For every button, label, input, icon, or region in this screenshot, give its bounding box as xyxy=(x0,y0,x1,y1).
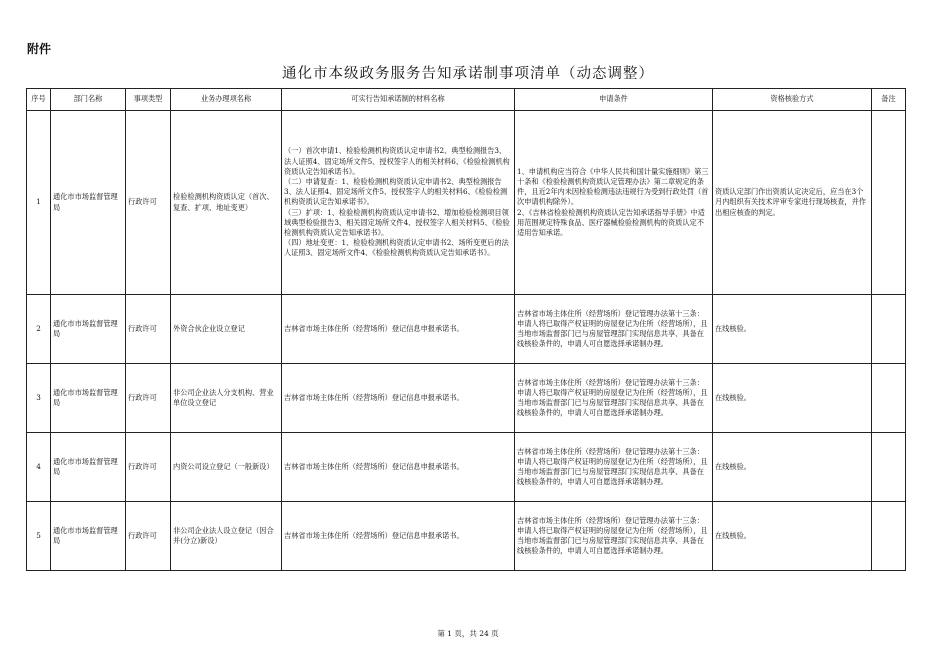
cell-materials: 吉林省市场主体住所（经营场所）登记信息申报承诺书。 xyxy=(282,502,515,571)
cell-no: 2 xyxy=(27,295,51,364)
attachment-label: 附件 xyxy=(27,42,52,56)
col-header-type: 事项类型 xyxy=(126,89,171,111)
cell-materials: （一）首次申请1、检验检测机构资质认定申请书2、典型检测报告3、法人证照4、固定场所文件5、授权签字人的相关材料6、《检验检测机构资质认定告知承诺书》。 （二）申请复查：1、检验检测机构资质认定申请书2、典型检测报告3、法人证照4、固定场所文件5、授权签字人的相关材料6、《检验检测机构资质认定告知承诺书》。 （三）扩项：1、检验检测机构资质认定申请书2、增加检验检测项目领域典型检验报告3、相关固定场所文件4、授权签字人相关材料5、《检验检测机构资质认定告知承诺书》。 （四）地址变更：1、检验检测机构资质认定申请书2、场所变更后的法人证照3、固定场所文件4、《检验检测机构资质认定告知承诺书》。 xyxy=(282,111,515,295)
col-header-materials: 可实行告知承诺制的材料名称 xyxy=(282,89,515,111)
cell-no: 4 xyxy=(27,433,51,502)
table-row xyxy=(27,364,906,433)
cell-remark xyxy=(872,111,906,295)
col-header-dept: 部门名称 xyxy=(51,89,126,111)
page-footer: 第 1 页，共 24 页 xyxy=(437,629,499,638)
col-header-conditions: 申请条件 xyxy=(515,89,713,111)
cell-item: 外资合伙企业设立登记 xyxy=(171,295,282,364)
cell-conditions: 1、申请机构应当符合《中华人民共和国计量实施细则》第三十条和《检验检测机构资质认定管理办法》第二章规定的条件，且近2年内未因检验检测违法违规行为受到行政处罚（首次申请机构除外）。 2、《吉林省检验检测机构资质认定告知承诺指导手册》中适用范围规定特殊食品、医疗器械检验检测机构的资质认定不适用告知承诺。 xyxy=(515,111,713,295)
cell-conditions: 吉林省市场主体住所（经营场所）登记管理办法第十三条：申请人将已取得产权证明的房屋登记为住所（经营场所），且当地市场监督部门已与房屋管理部门实现信息共享、具备在线核验条件的，申请人可自愿选择承诺制办理。 xyxy=(515,364,713,433)
cell-item: 非公司企业法人设立登记（因合并(分立)新设） xyxy=(171,502,282,571)
cell-no: 1 xyxy=(27,111,51,295)
cell-conditions: 吉林省市场主体住所（经营场所）登记管理办法第十三条：申请人将已取得产权证明的房屋登记为住所（经营场所），且当地市场监督部门已与房屋管理部门实现信息共享、具备在线核验条件的，申请人可自愿选择承诺制办理。 xyxy=(515,433,713,502)
cell-verify: 在线核验。 xyxy=(713,433,872,502)
cell-dept: 通化市市场监督管理局 xyxy=(51,502,126,571)
col-header-verify: 资格核验方式 xyxy=(713,89,872,111)
cell-type: 行政许可 xyxy=(126,433,171,502)
cell-remark xyxy=(872,433,906,502)
cell-item: 检验检测机构资质认定（首次、复查、扩项、地址变更） xyxy=(171,111,282,295)
cell-dept: 通化市市场监督管理局 xyxy=(51,433,126,502)
cell-verify: 资质认定部门作出资质认定决定后，应当在3个月内组织有关技术评审专家进行现场核查，并作出相应核查的判定。 xyxy=(713,111,872,295)
document-title: 通化市本级政务服务告知承诺制事项清单（动态调整） xyxy=(282,66,654,82)
cell-dept: 通化市市场监督管理局 xyxy=(51,295,126,364)
table-row xyxy=(27,433,906,502)
col-header-no: 序号 xyxy=(27,89,51,111)
table-row xyxy=(27,502,906,571)
table-row xyxy=(27,111,906,295)
cell-no: 3 xyxy=(27,364,51,433)
cell-dept: 通化市市场监督管理局 xyxy=(51,111,126,295)
cell-verify: 在线核验。 xyxy=(713,502,872,571)
cell-remark xyxy=(872,295,906,364)
col-header-item: 业务办理项名称 xyxy=(171,89,282,111)
cell-materials: 吉林省市场主体住所（经营场所）登记信息申报承诺书。 xyxy=(282,295,515,364)
cell-verify: 在线核验。 xyxy=(713,364,872,433)
cell-dept: 通化市市场监督管理局 xyxy=(51,364,126,433)
cell-item: 内资公司设立登记（一般新设） xyxy=(171,433,282,502)
cell-type: 行政许可 xyxy=(126,295,171,364)
cell-type: 行政许可 xyxy=(126,364,171,433)
cell-verify: 在线核验。 xyxy=(713,295,872,364)
table-header-row xyxy=(27,89,906,111)
cell-type: 行政许可 xyxy=(126,502,171,571)
cell-type: 行政许可 xyxy=(126,111,171,295)
cell-materials: 吉林省市场主体住所（经营场所）登记信息申报承诺书。 xyxy=(282,364,515,433)
cell-conditions: 吉林省市场主体住所（经营场所）登记管理办法第十三条：申请人将已取得产权证明的房屋登记为住所（经营场所），且当地市场监督部门已与房屋管理部门实现信息共享、具备在线核验条件的，申请人可自愿选择承诺制办理。 xyxy=(515,502,713,571)
col-header-remark: 备注 xyxy=(872,89,906,111)
cell-remark xyxy=(872,502,906,571)
cell-no: 5 xyxy=(27,502,51,571)
cell-item: 非公司企业法人分支机构、营业单位设立登记 xyxy=(171,364,282,433)
table-row xyxy=(27,295,906,364)
cell-remark xyxy=(872,364,906,433)
cell-conditions: 吉林省市场主体住所（经营场所）登记管理办法第十三条：申请人将已取得产权证明的房屋登记为住所（经营场所），且当地市场监督部门已与房屋管理部门实现信息共享、具备在线核验条件的，申请人可自愿选择承诺制办理。 xyxy=(515,295,713,364)
cell-materials: 吉林省市场主体住所（经营场所）登记信息申报承诺书。 xyxy=(282,433,515,502)
item-list-table xyxy=(26,88,906,571)
